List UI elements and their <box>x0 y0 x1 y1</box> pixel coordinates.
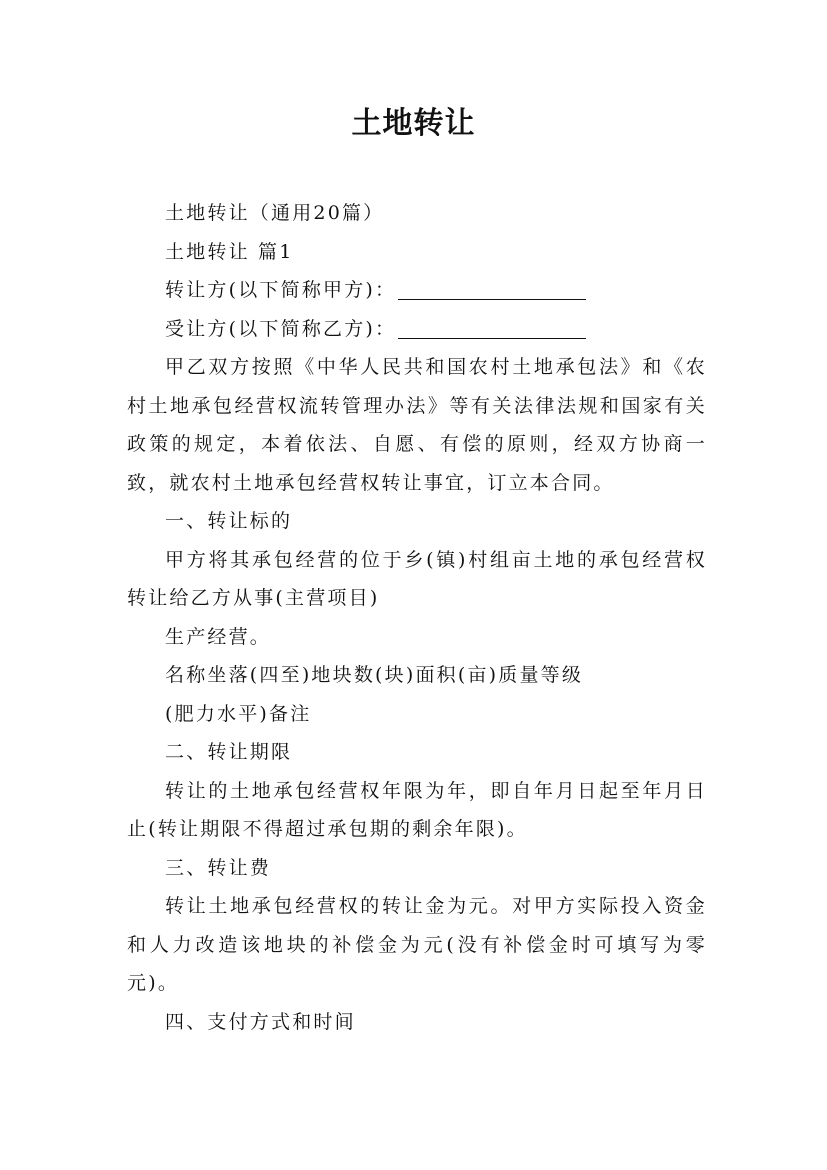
clause-heading-1: 一、转让标的 <box>165 510 293 532</box>
transferee-label: 受让方(以下简称乙方)： <box>165 317 397 340</box>
clause-1-paragraph: 甲方将其承包经营的位于乡(镇)村组亩土地的承包经营权转让给乙方从事(主营项目) <box>127 548 707 609</box>
document-body <box>127 194 707 1041</box>
transferee-line <box>127 310 707 349</box>
subtitle-paragraph: 土地转让（通用20篇） <box>165 202 385 224</box>
clause-heading-2: 二、转让期限 <box>165 741 293 763</box>
transferee-blank-line <box>398 318 586 339</box>
clause-1-continuation: 生产经营。 <box>165 625 272 648</box>
transferor-line <box>127 271 707 310</box>
document-title: 土地转让 <box>351 106 476 141</box>
transferor-blank-line <box>398 279 586 300</box>
clause-heading-4: 四、支付方式和时间 <box>165 1010 356 1033</box>
land-table-header-line-2: (肥力水平)备注 <box>165 702 312 725</box>
clause-2-paragraph: 转让的土地承包经营权年限为年，即自年月日起至年月日止(转让期限不得超过承包期的剩余年限)。 <box>127 779 707 840</box>
land-table-header-line-1: 名称坐落(四至)地块数(块)面积(亩)质量等级 <box>165 664 584 686</box>
section-heading-part-1: 土地转让 篇1 <box>165 240 294 263</box>
clause-3-paragraph: 转让土地承包经营权的转让金为元。对甲方实际投入资金和人力改造该地块的补偿金为元(没有补偿金时可填写为零元)。 <box>127 895 707 994</box>
preamble-paragraph: 甲乙双方按照《中华人民共和国农村土地承包法》和《农村土地承包经营权流转管理办法》等有关法律法规和国家有关政策的规定，本着依法、自愿、有偿的原则，经双方协商一致，就农村土地承包经营权转让事宜，订立本合同。 <box>127 356 707 494</box>
transferor-label: 转让方(以下简称甲方)： <box>165 279 397 301</box>
clause-heading-3: 三、转让费 <box>165 856 272 879</box>
